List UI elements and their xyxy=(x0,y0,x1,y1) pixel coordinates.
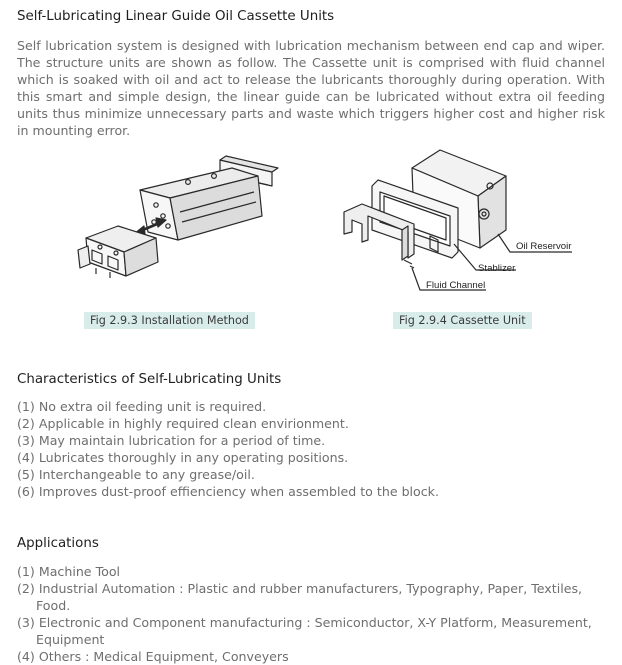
list-item: (6) Improves dust-proof effienciency when assembled to the block. xyxy=(17,484,439,499)
list-item: (2) Applicable in highly required clean envirionment. xyxy=(17,416,349,431)
page-title: Self-Lubricating Linear Guide Oil Cassette Units xyxy=(17,9,335,24)
label-stablizer: Stablizer xyxy=(478,263,516,274)
applications-heading: Applications xyxy=(17,536,99,551)
list-item: (3) Electronic and Component manufacturing : Semiconductor, X-Y Platform, Measurement, Equipment xyxy=(17,615,592,647)
figures-illustration xyxy=(0,140,622,340)
label-fluid-channel: Fluid Channel xyxy=(426,280,486,291)
cassette-unit-drawing xyxy=(344,150,572,290)
list-item: (3) May maintain lubrication for a period of time. xyxy=(17,433,326,448)
intro-paragraph: Self lubrication system is designed with lubrication mechanism between end cap and wiper. The structure units are shown as follow. The Cassette unit is comprised with fluid channel which is soaked with oil and act to release the lubricants thoroughly during operation. With this smart and simple design, the linear guide can be lubricated without extra oil feeding units thus minimize unnecessary parts and waste which triggers higher cost and higher risk in mounting error. xyxy=(17,38,605,138)
label-oil-reservoir: Oil Reservoir xyxy=(516,241,572,252)
list-item: (2) Industrial Automation : Plastic and rubber manufacturers, Typography, Paper, Textiles, Food. xyxy=(17,581,583,613)
list-item: (4) Others : Medical Equipment, Conveyers xyxy=(17,649,289,664)
list-item: (4) Lubricates thoroughly in any operating positions. xyxy=(17,450,349,465)
installation-method-drawing xyxy=(78,156,278,278)
caption-installation-method: Fig 2.9.3 Installation Method xyxy=(84,312,255,329)
characteristics-heading: Characteristics of Self-Lubricating Units xyxy=(17,372,282,387)
caption-cassette-unit: Fig 2.9.4 Cassette Unit xyxy=(393,312,532,329)
list-item: (1) Machine Tool xyxy=(17,564,121,579)
characteristics-list xyxy=(17,398,439,500)
list-item: (1) No extra oil feeding unit is required. xyxy=(17,399,267,414)
applications-list xyxy=(17,563,605,665)
list-item: (5) Interchangeable to any grease/oil. xyxy=(17,467,255,482)
